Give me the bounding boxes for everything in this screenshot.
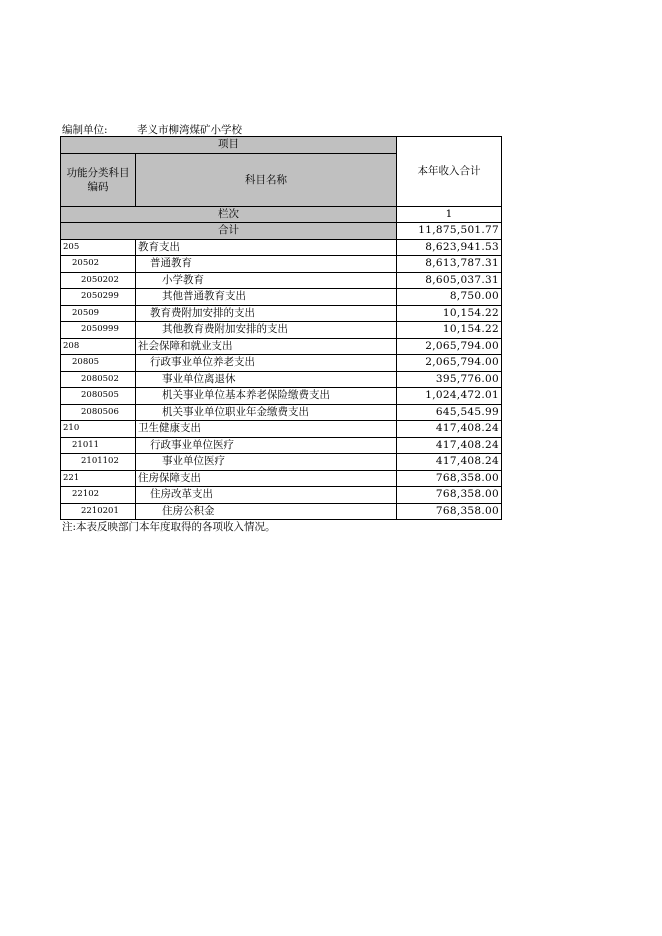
row-name: 住房改革支出: [136, 487, 397, 504]
row-amount: 2,065,794.00: [397, 338, 502, 355]
name-header: 科目名称: [136, 153, 397, 206]
table-row: [61, 256, 502, 273]
sum-value: 11,875,501.77: [397, 223, 502, 240]
row-amount: 417,408.24: [397, 454, 502, 471]
row-code: 2050299: [61, 289, 136, 306]
row-code: 2050999: [61, 322, 136, 339]
row-name: 其他普通教育支出: [136, 289, 397, 306]
row-code: 2210201: [61, 503, 136, 520]
row-name: 社会保障和就业支出: [136, 338, 397, 355]
row-amount: 10,154.22: [397, 305, 502, 322]
row-code: 2080502: [61, 371, 136, 388]
table-row: [61, 338, 502, 355]
column-index-row: [61, 206, 502, 223]
row-name: 其他教育费附加安排的支出: [136, 322, 397, 339]
row-code: 20509: [61, 305, 136, 322]
row-amount: 395,776.00: [397, 371, 502, 388]
row-name: 住房保障支出: [136, 470, 397, 487]
header-row-project: [61, 137, 502, 154]
row-code: 2080505: [61, 388, 136, 405]
total-header: 本年收入合计: [397, 137, 502, 207]
table-row: [61, 470, 502, 487]
table-row: [61, 371, 502, 388]
row-amount: 645,545.99: [397, 404, 502, 421]
row-amount: 8,605,037.31: [397, 272, 502, 289]
row-name: 事业单位医疗: [136, 454, 397, 471]
row-name: 普通教育: [136, 256, 397, 273]
table-row: [61, 503, 502, 520]
row-code: 20502: [61, 256, 136, 273]
footnote: 注:本表反映部门本年度取得的各项收入情况。: [62, 521, 276, 533]
table-row: [61, 487, 502, 504]
row-amount: 768,358.00: [397, 470, 502, 487]
table-row: [61, 289, 502, 306]
row-amount: 768,358.00: [397, 487, 502, 504]
row-name: 行政事业单位养老支出: [136, 355, 397, 372]
table-row: [61, 305, 502, 322]
row-amount: 8,623,941.53: [397, 239, 502, 256]
unit-label: 编制单位:: [62, 124, 108, 136]
table-row: [61, 272, 502, 289]
row-code: 2080506: [61, 404, 136, 421]
income-table: [60, 136, 502, 520]
row-amount: 417,408.24: [397, 437, 502, 454]
row-amount: 8,613,787.31: [397, 256, 502, 273]
table-row: [61, 355, 502, 372]
row-name: 教育支出: [136, 239, 397, 256]
row-amount: 10,154.22: [397, 322, 502, 339]
sum-label: 合计: [61, 223, 397, 240]
column-index-value: 1: [397, 206, 502, 223]
row-name: 教育费附加安排的支出: [136, 305, 397, 322]
row-amount: 417,408.24: [397, 421, 502, 438]
row-code: 20805: [61, 355, 136, 372]
row-amount: 768,358.00: [397, 503, 502, 520]
column-index-label: 栏次: [61, 206, 397, 223]
row-code: 205: [61, 239, 136, 256]
row-amount: 2,065,794.00: [397, 355, 502, 372]
row-amount: 1,024,472.01: [397, 388, 502, 405]
row-code: 2101102: [61, 454, 136, 471]
row-name: 行政事业单位医疗: [136, 437, 397, 454]
table-row: [61, 388, 502, 405]
row-name: 卫生健康支出: [136, 421, 397, 438]
row-name: 住房公积金: [136, 503, 397, 520]
table-row: [61, 454, 502, 471]
table-row: [61, 421, 502, 438]
row-name: 机关事业单位职业年金缴费支出: [136, 404, 397, 421]
row-code: 208: [61, 338, 136, 355]
table-row: [61, 404, 502, 421]
row-name: 机关事业单位基本养老保险缴费支出: [136, 388, 397, 405]
row-code: 21011: [61, 437, 136, 454]
row-name: 小学教育: [136, 272, 397, 289]
row-amount: 8,750.00: [397, 289, 502, 306]
unit-row: [62, 124, 242, 136]
code-header: 功能分类科目编码: [61, 153, 136, 206]
project-header: 项目: [61, 137, 397, 154]
table-row: [61, 239, 502, 256]
row-name: 事业单位离退休: [136, 371, 397, 388]
unit-value: 孝义市柳湾煤矿小学校: [137, 124, 242, 136]
sum-row: [61, 223, 502, 240]
table-row: [61, 437, 502, 454]
row-code: 210: [61, 421, 136, 438]
row-code: 22102: [61, 487, 136, 504]
table-row: [61, 322, 502, 339]
row-code: 2050202: [61, 272, 136, 289]
row-code: 221: [61, 470, 136, 487]
